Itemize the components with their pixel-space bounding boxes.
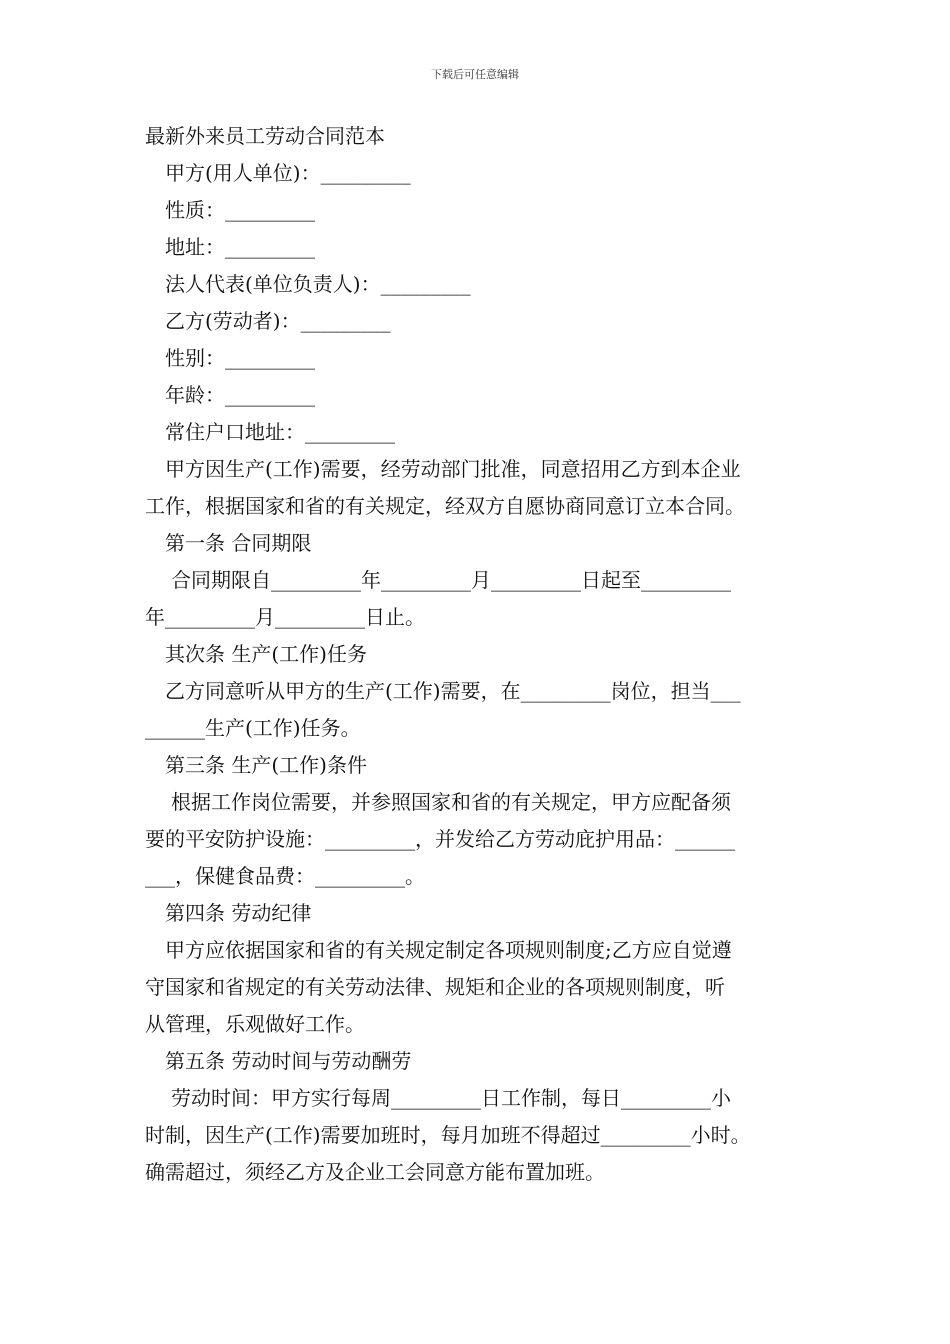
document-line: 确需超过，须经乙方及企业工会同意方能布置加班。 [145,1160,605,1184]
document-line: 年_________月_________日止。 [145,605,425,629]
document-line: 甲方应依据国家和省的有关规定制定各项规则制度;乙方应自觉遵 [165,938,732,962]
document-line: ___，保健食品费：_________。 [145,864,425,888]
document-line: 第三条 生产(工作)条件 [165,753,367,777]
document-line: 第一条 合同期限 [165,531,312,555]
document-line: 乙方同意听从甲方的生产(工作)需要，在_________岗位，担当___ [165,679,741,703]
document-line: 从管理，乐观做好工作。 [145,1012,365,1036]
document-line: 守国家和省规定的有关劳动法律、规矩和企业的各项规则制度，听 [145,975,725,999]
document-line: 地址：_________ [165,235,315,259]
document-line: 其次条 生产(工作)任务 [165,642,367,666]
document-line: 要的平安防护设施：_________，并发给乙方劳动庇护用品：______ [145,827,735,851]
document-line: 时制，因生产(工作)需要加班时，每月加班不得超过_________小时。 [145,1123,751,1147]
document-line: 工作，根据国家和省的有关规定，经双方自愿协商同意订立本合同。 [145,494,745,518]
document-line: 第四条 劳动纪律 [165,901,312,925]
contract-body [145,118,825,1191]
document-line: ______生产(工作)任务。 [145,716,361,740]
document-title: 最新外来员工劳动合同范本 [145,124,385,148]
document-line: 性别：_________ [165,346,315,370]
document-line: 法人代表(单位负责人)：_________ [165,272,471,296]
document-line: 第五条 劳动时间与劳动酬劳 [165,1049,412,1073]
document-line: 性质：_________ [165,198,315,222]
document-line: 甲方(用人单位)：_________ [165,161,411,185]
document-line: 乙方(劳动者)：_________ [165,309,391,333]
document-line: 劳动时间：甲方实行每周_________日工作制，每日_________小 [171,1086,731,1110]
page-header-note: 下载后可任意编辑 [431,68,519,81]
document-line: 合同期限自_________年_________月_________日起至_________ [171,568,731,592]
document-line: 甲方因生产(工作)需要，经劳动部门批准，同意招用乙方到本企业 [165,457,741,481]
document-line: 根据工作岗位需要，并参照国家和省的有关规定，甲方应配备须 [171,790,731,814]
document-line: 年龄：_________ [165,383,315,407]
document-line: 常住户口地址：_________ [165,420,395,444]
